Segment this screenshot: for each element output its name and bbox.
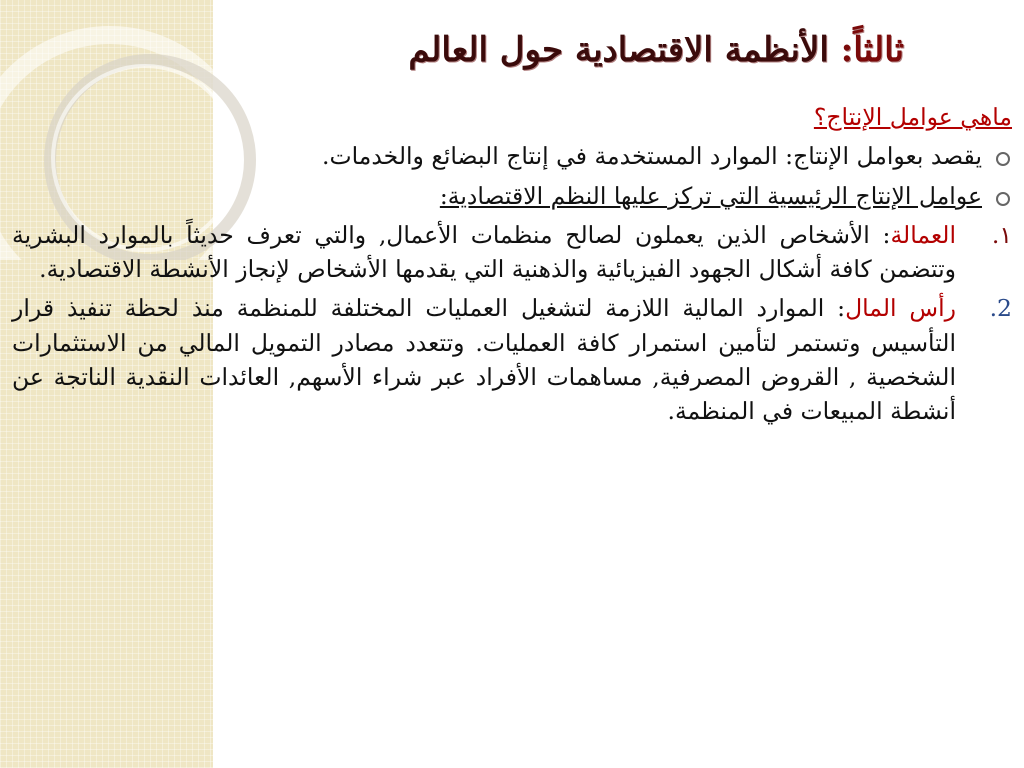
capital-text: : الموارد المالية اللازمة لتشغيل العمليات المختلفة للمنظمة منذ لحظة تنفيذ قرار التأسيس وتستمر لتأمين استمرار كافة العمليات. وتتعدد مصادر التمويل المالي من الاستثمارات الشخصية , القروض المصرفية, مساهمات الأفراد عبر شراء الأسهم, العائدات النقدية الناتجة عن أنشطة المبيعات في المنظمة.	[12, 294, 956, 426]
list-item-labor	[12, 218, 1012, 287]
section-question: ماهي عوامل الإنتاج؟	[813, 103, 1012, 131]
title-main: الأنظمة الاقتصادية حول العالم	[408, 30, 829, 70]
bullet-definition-text: يقصد بعوامل الإنتاج: الموارد المستخدمة في إنتاج البضائع والخدمات.	[322, 142, 982, 171]
list-number-1: ١.	[991, 220, 1012, 249]
bullet-factors-text: عوامل الإنتاج الرئيسية التي تركز عليها النظم الاقتصادية:	[439, 181, 982, 210]
list-item-capital	[12, 291, 1012, 428]
list-number-2: 2.	[989, 294, 1012, 323]
bullet-factors	[12, 179, 1012, 213]
term-labor: العمالة	[890, 220, 956, 249]
bullet-definition	[12, 139, 1012, 173]
slide-title	[144, 30, 904, 70]
title-lead: ثالثاً:	[840, 30, 904, 70]
term-capital: رأس المال	[845, 294, 957, 323]
slide-content	[12, 100, 1012, 429]
labor-text: : الأشخاص الذين يعملون لصالح منظمات الأعمال, والتي تعرف حديثاً بالموارد البشرية وتتضمن كافة أشكال الجهود الفيزيائية والذهنية التي يقدمها الأشخاص لإنجاز الأنشطة الاقتصادية.	[12, 220, 956, 284]
